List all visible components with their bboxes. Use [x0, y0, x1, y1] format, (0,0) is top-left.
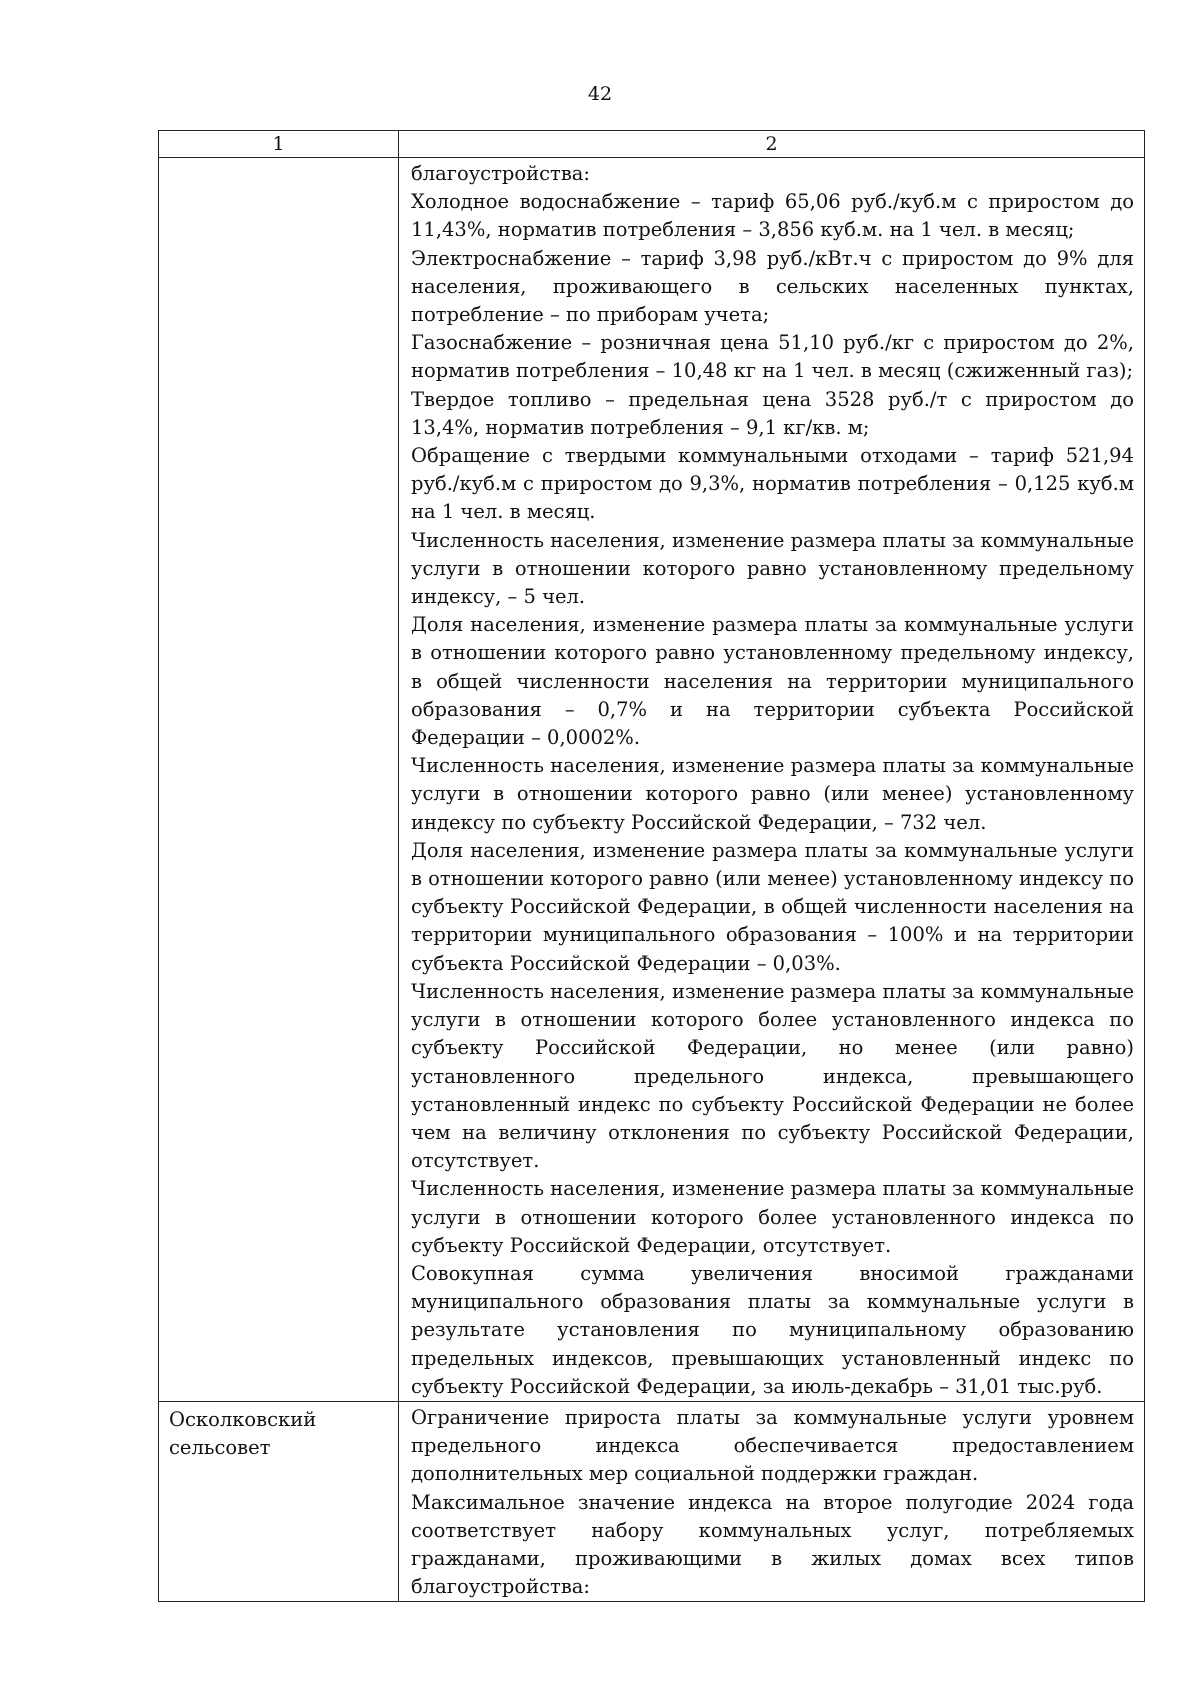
paragraph: Численность населения, изменение размера платы за коммунальные услуги в отношении которого более установленного индекса по субъекту Российской Федерации, но менее (или равно) установленного предельного индекса, превышающего установленный индекс по субъекту Российской Федерации не более чем на величину отклонения по субъекту Российской Федерации, отсутствует.	[411, 979, 1134, 1173]
paragraph: Максимальное значение индекса на второе полугодие 2024 года соответствует набору коммунальных услуг, потребляемых гражданами, проживающими в жилых домах всех типов благоустройства:	[411, 1490, 1134, 1599]
paragraph: Ограничение прироста платы за коммунальные услуги уровнем предельного индекса обеспечивается предоставлением дополнительных мер социальной поддержки граждан.	[411, 1405, 1134, 1486]
paragraph: Численность населения, изменение размера платы за коммунальные услуги в отношении которого более установленного индекса по субъекту Российской Федерации, отсутствует.	[411, 1177, 1134, 1257]
paragraph: Численность населения, изменение размера платы за коммунальные услуги в отношении которого равно (или менее) установленному индексу по субъекту Российской Федерации, – 732 чел.	[411, 754, 1134, 834]
paragraph: Совокупная сумма увеличения вносимой гражданами муниципального образования платы за коммунальные услуги в результате установления по муниципальному образованию предельных индексов, превышающих установленный индекс по субъекту Российской Федерации, за июль-декабрь – 31,01 тыс.руб.	[411, 1261, 1134, 1398]
paragraph: Численность населения, изменение размера платы за коммунальные услуги в отношении которого равно установленному предельному индексу, – 5 чел.	[411, 528, 1134, 609]
page-number: 42	[587, 83, 613, 105]
paragraph: Холодное водоснабжение – тариф 65,06 руб./куб.м с приростом до 11,43%, норматив потребления – 3,856 куб.м. на 1 чел. в месяц;	[411, 190, 1134, 242]
paragraph: Газоснабжение – розничная цена 51,10 руб./кг с приростом до 2%, норматив потребления – 10,48 кг на 1 чел. в месяц (сжиженный газ);	[411, 331, 1134, 383]
paragraph: Доля населения, изменение размера платы за коммунальные услуги в отношении которого равно установленному предельному индексу, в общей численности населения на территории муниципального образования – 0,7% и на территории субъекта Российской Федерации – 0,0002%.	[411, 613, 1134, 750]
paragraph: Твердое топливо – предельная цена 3528 руб./т с приростом до 13,4%, норматив потребления – 9,1 кг/кв. м;	[411, 387, 1134, 439]
table-header-row	[159, 131, 1145, 158]
table-row	[159, 1401, 1145, 1601]
tariff-table	[158, 130, 1145, 1602]
paragraph: Обращение с твердыми коммунальными отходами – тариф 521,94 руб./куб.м с приростом до 9,3%, норматив потребления – 0,125 куб.м на 1 чел. в месяц.	[411, 444, 1134, 524]
paragraph: благоустройства:	[411, 162, 590, 185]
row-text	[399, 158, 1145, 1402]
paragraph: Электроснабжение – тариф 3,98 руб./кВт.ч с приростом до 9% для населения, проживающего в сельских населенных пунктах, потребление – по приборам учета;	[411, 246, 1134, 327]
table-row	[159, 158, 1145, 1402]
paragraph: Доля населения, изменение размера платы за коммунальные услуги в отношении которого равно (или менее) установленному индексу по субъекту Российской Федерации, в общей численности населения на территории муниципального образования – 100% и на территории субъекта Российской Федерации – 0,03%.	[411, 838, 1135, 975]
row-text	[399, 1401, 1145, 1601]
row-label	[159, 158, 399, 1402]
column-header-2: 2	[399, 131, 1145, 158]
row-label: Осколковский сельсовет	[159, 1401, 399, 1601]
column-header-1: 1	[159, 131, 399, 158]
